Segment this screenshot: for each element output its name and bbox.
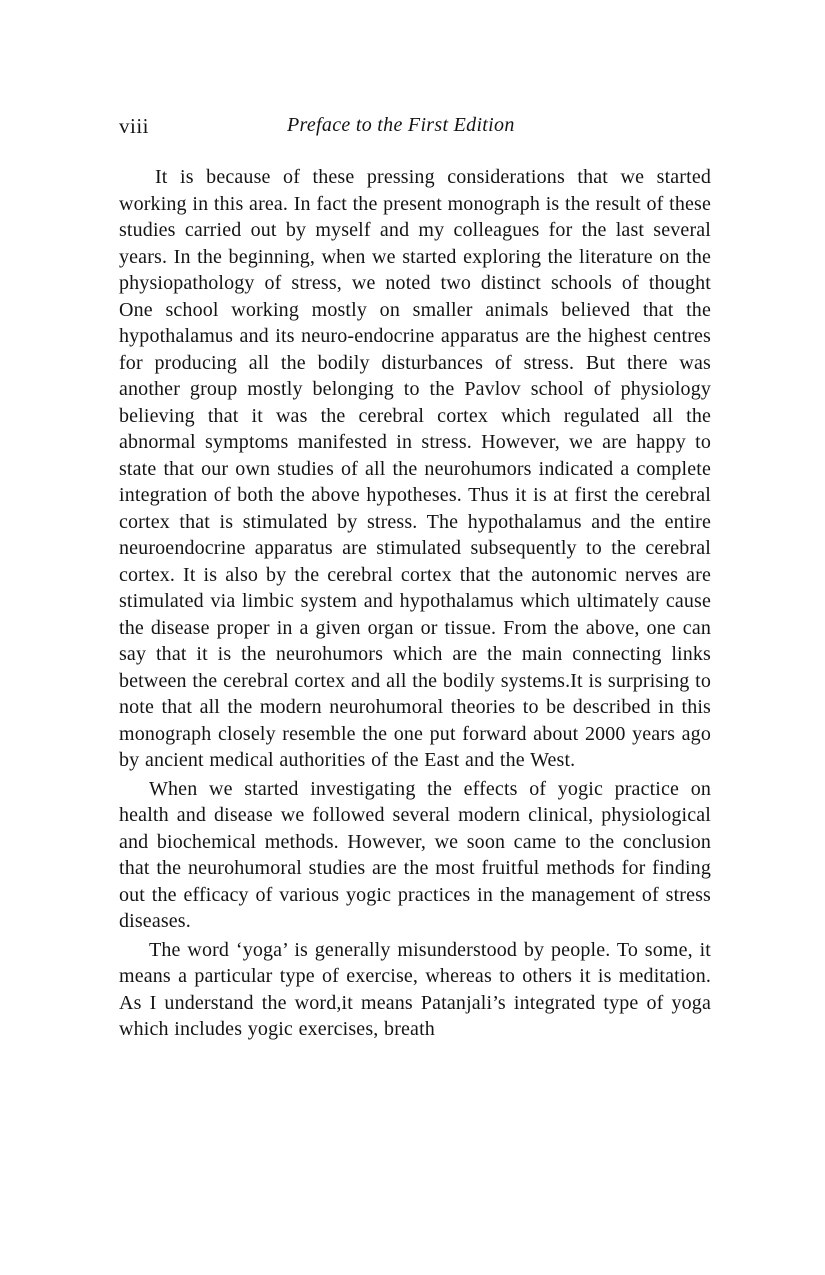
running-head <box>119 114 711 140</box>
paragraph-2: When we started investigating the effects of yogic practice on health and disease we followed several modern clinical, physiological and biochemical methods. However, we soon came to the conclusion that the neurohumoral studies are the most fruitful methods for finding out the efficacy of various yogic practices in the management of stress diseases. <box>119 777 711 932</box>
body-text <box>119 164 711 1043</box>
paragraph-3: The word ‘yoga’ is generally misunderstood by people. To some, it means a particular type of exercise, whereas to others it is meditation. As I understand the word,it means Patanjali’s integrated type of yoga which includes yogic exercises, breath <box>119 938 711 1040</box>
running-title: Preface to the First Edition <box>287 114 515 136</box>
paragraph-1: It is because of these pressing considerations that we started working in this area. In fact the present monograph is the result of these studies carried out by myself and my colleagues for the last several years. In the beginning, when we started exploring the literature on the physiopathology of stress, we noted two distinct schools of thought One school working mostly on smaller animals believed that the hypothalamus and its neuro-endocrine apparatus are the highest centres for producing all the bodily disturbances of stress. But there was another group mostly belonging to the Pavlov school of physiology believing that it was the cerebral cortex which regulated all the abnormal symptoms manifested in stress. However, we are happy to state that our own studies of all the neurohumors indicated a complete integration of both the above hypotheses. Thus it is at first the cerebral cortex that is stimulated by stress. The hypothalamus and the entire neuroendocrine apparatus are stimulated subsequently to the cerebral cortex. It is also by the cerebral cortex that the autonomic nerves are stimulated via limbic system and hypothalamus which ultimately cause the disease proper in a given organ or tissue. From the above, one can say that it is the neurohumors which are the main connecting links between the cerebral cortex and all the bodily systems.It is surprising to note that all the modern neurohumoral theories to be described in this monograph closely resemble the one put forward about 2000 years ago by ancient medical authorities of the East and the West. <box>119 166 711 771</box>
page-number: viii <box>119 114 150 138</box>
